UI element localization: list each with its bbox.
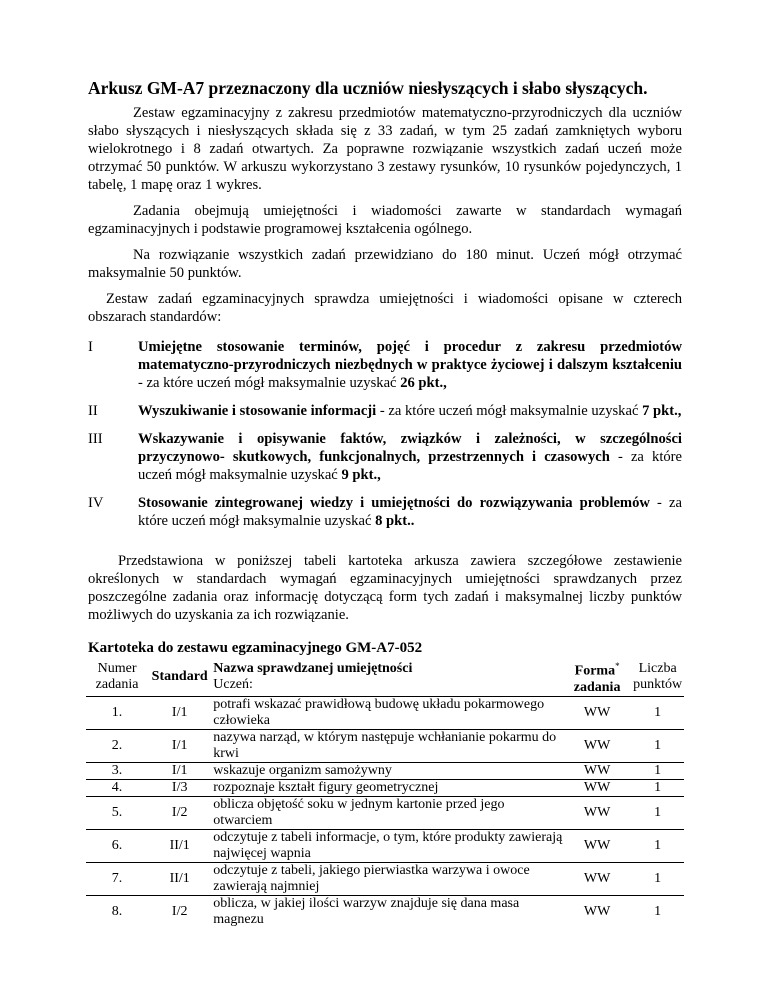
col-header-form: Forma* zadania <box>573 661 621 695</box>
task-skill: rozpoznaje kształt figury geometrycznej <box>211 779 563 796</box>
task-form: WW <box>563 779 631 796</box>
task-points: 1 <box>631 696 684 729</box>
task-skill: odczytuje z tabeli, jakiego pierwiastka warzywa i owoce zawierają najmniej <box>211 862 563 895</box>
standards-areas-list <box>88 338 682 530</box>
table-row <box>86 696 684 729</box>
intro-paragraph-3: Na rozwiązanie wszystkich zadań przewidziano do 180 minut. Uczeń mógł otrzymać maksymalnie 50 punktów. <box>88 247 682 281</box>
task-number: 3. <box>86 762 148 779</box>
task-number: 4. <box>86 779 148 796</box>
task-standard: I/1 <box>148 696 211 729</box>
task-points: 1 <box>631 796 684 829</box>
intro-paragraph-2: Zadania obejmują umiejętności i wiadomości zawarte w standardach wymagań egzaminacyjnych i podstawie programowej kształcenia ogólnego. <box>88 203 682 237</box>
task-standard: I/3 <box>148 779 211 796</box>
standard-area <box>88 430 682 484</box>
table-row <box>86 796 684 829</box>
col-header-standard: Standard <box>151 668 208 684</box>
table-row <box>86 762 684 779</box>
standard-area <box>88 402 682 420</box>
task-form: WW <box>563 762 631 779</box>
area-points: 26 pkt., <box>400 375 447 391</box>
table-body <box>86 696 684 928</box>
task-form: WW <box>563 829 631 862</box>
area-number: IV <box>88 495 104 511</box>
task-points: 1 <box>631 895 684 928</box>
document-title: Arkusz GM-A7 przeznaczony dla uczniów niesłyszących i słabo słyszących. <box>88 78 648 98</box>
task-points: 1 <box>631 779 684 796</box>
task-skill: odczytuje z tabeli informacje, o tym, które produkty zawierają najwięcej wapnia <box>213 829 563 861</box>
table-row <box>86 829 684 862</box>
area-points: 9 pkt., <box>341 467 381 483</box>
table-row <box>86 729 684 762</box>
task-points: 1 <box>631 829 684 862</box>
task-standard: I/1 <box>148 762 211 779</box>
intro-paragraph-4: Zestaw zadań egzaminacyjnych sprawdza umiejętności i wiadomości opisane w czterech obszarach standardów: <box>88 291 682 325</box>
task-skill: potrafi wskazać prawidłową budowę układu pokarmowego człowieka <box>211 696 563 729</box>
table-intro-paragraph: Przedstawiona w poniższej tabeli kartoteka arkusza zawiera szczegółowe zestawienie określonych w standardach wymagań egzaminacyjnych umiejętności sprawdzanych przez poszczególne zadania oraz informację dotyczącą form tych zadań i maksymalnej liczby punktów możliwych do uzyskania za ich rozwiązanie. <box>88 553 682 623</box>
table-row <box>86 862 684 895</box>
task-number: 1. <box>86 696 148 729</box>
task-points: 1 <box>631 862 684 895</box>
area-description: - za które uczeń mógł maksymalnie uzyskać <box>138 449 683 483</box>
standard-area <box>88 494 682 530</box>
task-form: WW <box>563 696 631 729</box>
task-number: 6. <box>86 829 148 862</box>
task-standard: I/2 <box>148 796 211 829</box>
task-number: 5. <box>86 796 148 829</box>
task-form: WW <box>563 729 631 762</box>
col-header-points: Liczba punktów <box>633 660 683 692</box>
standard-area <box>88 338 682 392</box>
table-row <box>86 895 684 928</box>
exam-record-table <box>86 658 684 928</box>
area-points: 8 pkt.. <box>375 513 415 529</box>
task-skill: oblicza, w jakiej ilości warzyw znajduje się dana masa magnezu <box>211 895 563 928</box>
area-name: Wskazywanie i opisywanie faktów, związków i zależności, w szczególności przyczynowo- skutkowych, funkcjonalnych, przestrzennych i czasowych <box>138 431 682 465</box>
document-page <box>88 78 683 927</box>
task-form: WW <box>563 796 631 829</box>
table-header-row <box>86 658 684 696</box>
task-points: 1 <box>631 762 684 779</box>
table-title: Kartoteka do zestawu egzaminacyjnego GM-A7-052 <box>88 640 423 656</box>
area-points: 7 pkt., <box>642 403 682 419</box>
intro-paragraph-1: Zestaw egzaminacyjny z zakresu przedmiotów matematyczno-przyrodniczych dla uczniów słabo słyszących i niesłyszących składa się z 33 zadań, w tym 25 zadań zamkniętych wyboru wielokrotnego i 8 zadań otwartych. Za poprawne rozwiązanie wszystkich zadań uczeń może otrzymać 50 punktów. W arkuszu wykorzystano 3 zestawy rysunków, 10 rysunków pojedynczych, 1 tabelę, 1 mapę oraz 1 wykres. <box>88 105 682 193</box>
task-form: WW <box>563 862 631 895</box>
table-row <box>86 779 684 796</box>
col-header-skill: Nazwa sprawdzanej umiejętności Uczeń: <box>213 660 413 692</box>
task-number: 2. <box>86 729 148 762</box>
col-header-number: Numer zadania <box>95 660 139 692</box>
task-number: 8. <box>86 895 148 928</box>
area-number: II <box>88 403 98 419</box>
area-number: I <box>88 339 93 355</box>
task-skill: nazywa narząd, w którym następuje wchłanianie pokarmu do krwi <box>211 729 563 762</box>
area-name: Stosowanie zintegrowanej wiedzy i umiejętności do rozwiązywania problemów <box>138 495 650 511</box>
area-number: III <box>88 431 103 447</box>
task-standard: II/1 <box>148 862 211 895</box>
task-standard: I/2 <box>148 895 211 928</box>
area-name: Wyszukiwanie i stosowanie informacji <box>138 403 377 419</box>
task-number: 7. <box>86 862 148 895</box>
area-description: - za które uczeń mógł maksymalnie uzyskać <box>138 495 682 529</box>
task-skill: wskazuje organizm samożywny <box>211 762 563 779</box>
task-standard: II/1 <box>148 829 211 862</box>
task-points: 1 <box>631 729 684 762</box>
area-name: Umiejętne stosowanie terminów, pojęć i procedur z zakresu przedmiotów matematyczno-przyrodniczych niezbędnych w praktyce życiowej i dalszym kształceniu <box>138 339 682 373</box>
area-description: - za które uczeń mógł maksymalnie uzyskać <box>376 403 643 419</box>
task-skill: oblicza objętość soku w jednym kartonie przed jego otwarciem <box>211 796 563 829</box>
task-form: WW <box>563 895 631 928</box>
task-standard: I/1 <box>148 729 211 762</box>
area-description: - za które uczeń mógł maksymalnie uzyskać <box>138 375 401 391</box>
